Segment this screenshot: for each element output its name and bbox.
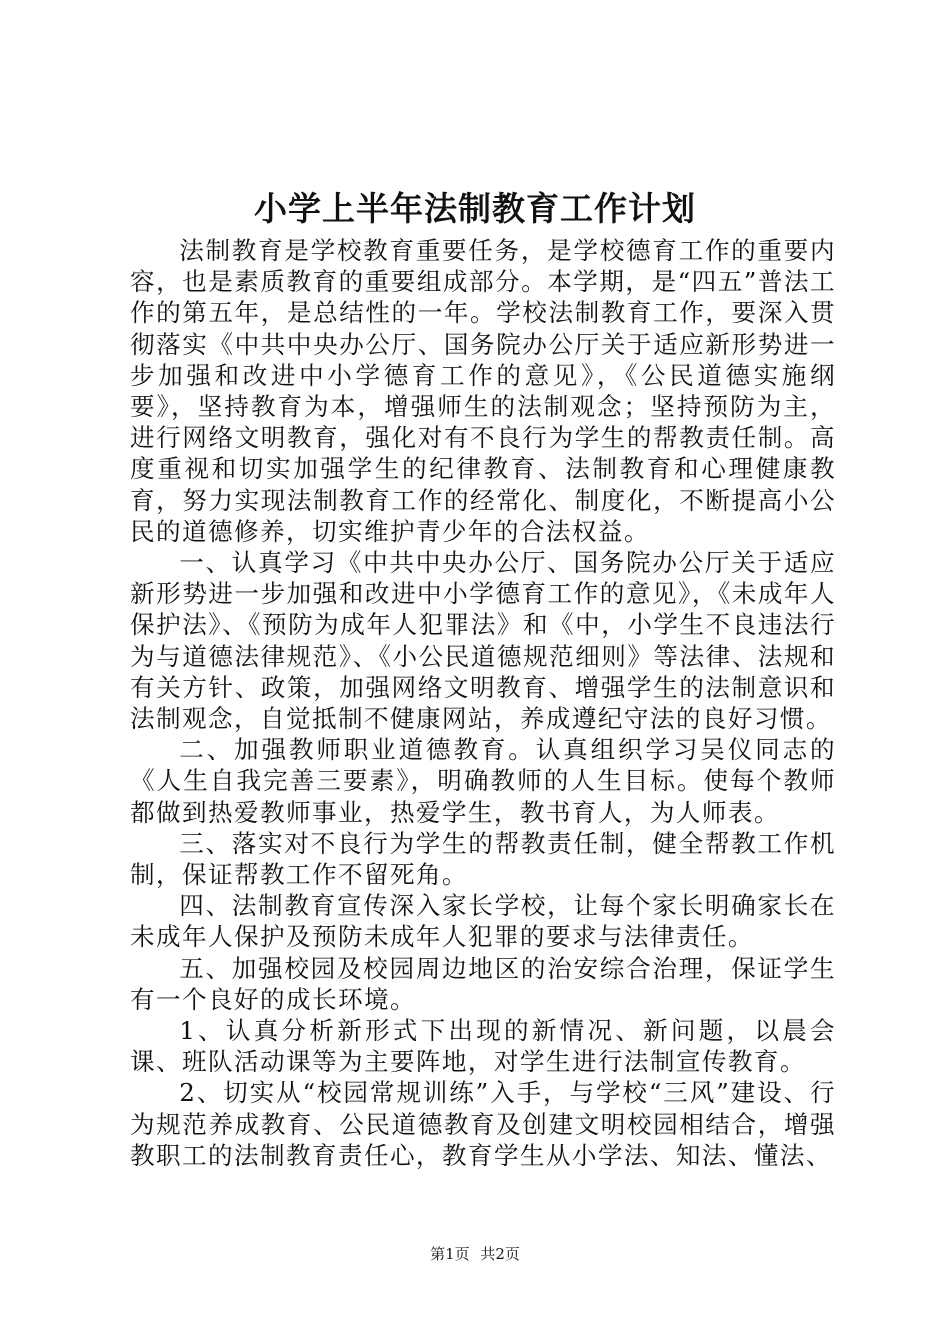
paragraph-intro: 法制教育是学校教育重要任务，是学校德育工作的重要内容，也是素质教育的重要组成部分。本学期，是“四五”普法工作的第五年，是总结性的一年。学校法制教育工作，要深入贯彻落实《中共中央办公厅、国务院办公厅关于适应新形势进一步加强和改进中小学德育工作的意见》，《公民道德实施纲要》，坚持教育为本，增强师生的法制观念；坚持预防为主，进行网络文明教育，强化对有不良行为学生的帮教责任制。高度重视和切实加强学生的纪律教育、法制教育和心理健康教育，努力实现法制教育工作的经常化、制度化，不断提高小公民的道德修养，切实维护青少年的合法权益。 xyxy=(130,236,836,546)
paragraph-item-5: 五、加强校园及校园周边地区的治安综合治理，保证学生有一个良好的成长环境。 xyxy=(130,953,836,1014)
paragraph-item-2: 二、加强教师职业道德教育。认真组织学习吴仪同志的《人生自我完善三要素》，明确教师的人生目标。使每个教师都做到热爱教师事业，热爱学生，教书育人，为人师表。 xyxy=(130,735,836,827)
paragraph-item-1: 一、认真学习《中共中央办公厅、国务院办公厅关于适应新形势进一步加强和改进中小学德育工作的意见》，《未成年人保护法》、《预防为成年人犯罪法》和《中，小学生不良违法行为与道德法律规范》、《小公民道德规范细则》等法律、法规和有关方针、政策，加强网络文明教育、增强学生的法制意识和法制观念，自觉抵制不健康网站，养成遵纪守法的良好习惯。 xyxy=(130,548,836,734)
paragraph-item-4: 四、法制教育宣传深入家长学校，让每个家长明确家长在未成年人保护及预防未成年人犯罪的要求与法律责任。 xyxy=(130,891,836,952)
document-title: 小学上半年法制教育工作计划 xyxy=(254,189,696,228)
paragraph-subitem-2: 2、切实从“校园常规训练”入手，与学校“三风”建设、行为规范养成教育、公民道德教育及创建文明校园相结合，增强教职工的法制教育责任心，教育学生从小学法、知法、懂法、 xyxy=(130,1078,836,1170)
page-footer xyxy=(0,1244,950,1264)
page-number: 第1页 xyxy=(430,1245,470,1263)
document-body xyxy=(130,235,836,1171)
page-total: 共2页 xyxy=(480,1245,520,1263)
paragraph-item-3: 三、落实对不良行为学生的帮教责任制，健全帮教工作机制，保证帮教工作不留死角。 xyxy=(130,828,836,890)
paragraph-subitem-1: 1、认真分析新形式下出现的新情况、新问题，以晨会课、班队活动课等为主要阵地，对学生进行法制宣传教育。 xyxy=(130,1016,836,1077)
